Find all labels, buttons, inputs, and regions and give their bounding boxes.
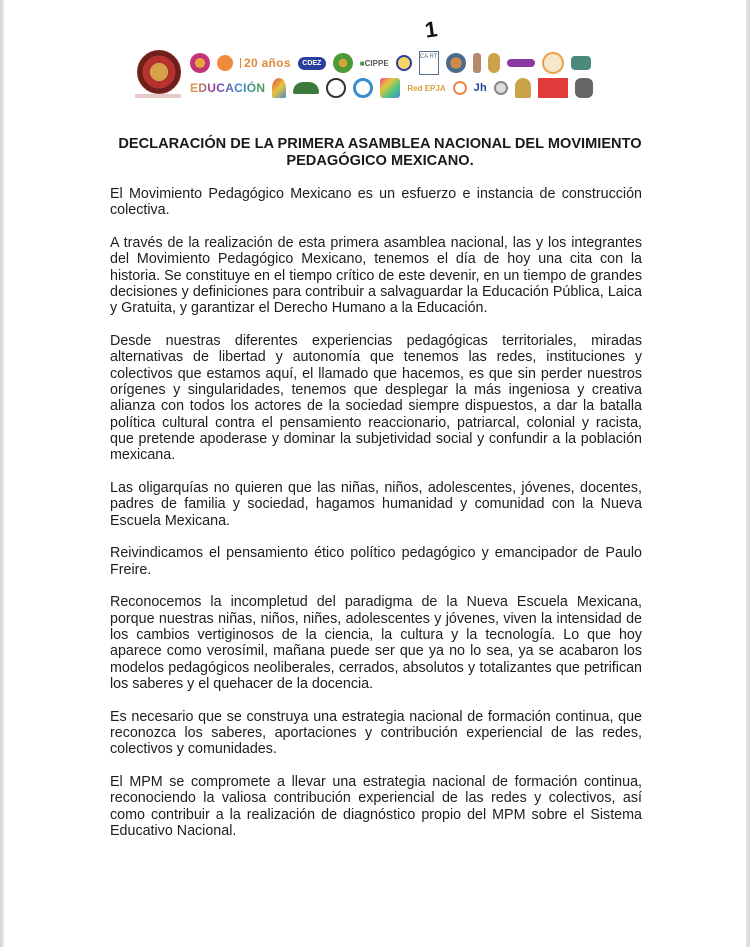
red-banner-logo <box>538 78 568 98</box>
purple-swirl-logo <box>507 59 535 67</box>
educacion-logo: EDUCACIÓN <box>190 81 266 95</box>
boot-icon <box>473 53 481 73</box>
logo-row-top <box>190 51 591 75</box>
tree-icon <box>293 82 319 94</box>
gold-shield-icon <box>488 53 500 73</box>
red-epja-logo: Red EPJA <box>407 83 446 93</box>
paragraph: Reconocemos la incompletud del paradigma de la Nueva Escuela Mexicana, porque nuestras niñas, niños, niñes, adolescentes y jóvenes, viven la intensidad de los cambios vertiginosos de la ciencia, la cultura y la tecnología. Lo que hoy aparece como verosímil, mañana puede ser que ya no lo sea, ya se acabaron los modelos pedagógicos neoliberales, cerrados, absolutos y totalizantes que petrifican los saberes y el quehacer de la docencia. <box>110 594 642 692</box>
document-title: DECLARACIÓN DE LA PRIMERA ASAMBLEA NACIONAL DEL MOVIMIENTO PEDAGÓGICO MEXICANO. <box>118 136 642 169</box>
paragraph: Desde nuestras diferentes experiencias pedagógicas territoriales, miradas alternativas de libertad y autonomía que tenemos las redes, instituciones y colectivos que estamos aquí, el llamado que hacemos, es que sin perder nuestros orígenes y singularidades, tenemos que desplegar la más ingeniosa y creativa alianza con todos los actores de la sociedad siempre dispuestos, a dar la batalla política cultural contra el pensamiento reaccionario, patriarcal, colonial y racista, que pretende apoderase y dominar la subjetividad social y confundir a la población mexicana. <box>110 333 642 464</box>
page-edge-right <box>746 0 750 947</box>
cart-logo: CA RT <box>419 51 439 75</box>
university-seal-icon <box>137 50 181 94</box>
anniversary-logo: 20 años <box>240 58 291 68</box>
green-figures-icon <box>571 56 591 70</box>
page-edge-left <box>0 0 4 947</box>
orange-circle-icon <box>453 81 467 95</box>
orange-emblem-icon <box>217 55 233 71</box>
paragraph: El MPM se compromete a llevar una estrategia nacional de formación continua, reconociendo la valiosa contribución experiencial de las redes y colectivos, así como contribuir a la realización de diagnóstico propio del MPM sobre el Sistema Educativo Nacional. <box>110 774 642 839</box>
paragraph: El Movimiento Pedagógico Mexicano es un esfuerzo e instancia de construcción colectiva. <box>110 186 642 219</box>
round-badge-icon <box>396 55 412 71</box>
globe-emblem-icon <box>446 53 466 73</box>
green-leaf-circle-icon <box>326 78 346 98</box>
paragraph: Las oligarquías no quieren que las niñas, niños, adolescentes, jóvenes, docentes, padres de familia y sociedad, hagamos humanidad y comunidad con la Nueva Escuela Mexicana. <box>110 479 642 529</box>
paragraph: Reivindicamos el pensamiento ético político pedagógico y emancipador de Paulo Freire. <box>110 545 642 578</box>
document-body <box>110 186 642 856</box>
cippe-logo: ■CIPPE <box>359 58 389 68</box>
paragraph: A través de la realización de esta primera asamblea nacional, las y los integrantes del Movimiento Pedagógico Mexicano, tenemos el día de hoy una cita con la historia. Se constituye en el tiempo crítico de este devenir, en un tiempo de grandes decisiones y definiciones para contribuir a salvaguardar la Educación Pública, Laica y Gratuita, y garantizar el Derecho Humano a la Educación. <box>110 235 642 317</box>
tent-icon <box>515 78 531 98</box>
colorful-square-icon <box>380 78 400 98</box>
cadem-flower-icon <box>190 53 210 73</box>
rings-icon <box>353 78 373 98</box>
jh-logo: Jh <box>473 82 488 94</box>
handwritten-page-number: 1 <box>423 16 439 43</box>
cdez-logo: CDEZ <box>298 57 326 70</box>
green-circle-icon <box>333 53 353 73</box>
orange-hands-icon <box>542 52 564 74</box>
header-logo-strip <box>135 46 635 106</box>
paragraph: Es necesario que se construya una estrategia nacional de formación continua, que reconozca los saberes, aportaciones y contribución experiencial de las redes, colectivos y comunidades. <box>110 708 642 758</box>
hand-icon <box>575 78 593 98</box>
star-flower-icon <box>272 78 286 98</box>
seal-caption <box>135 94 181 98</box>
gray-seal-icon <box>494 81 508 95</box>
logo-row-bottom <box>190 78 593 98</box>
